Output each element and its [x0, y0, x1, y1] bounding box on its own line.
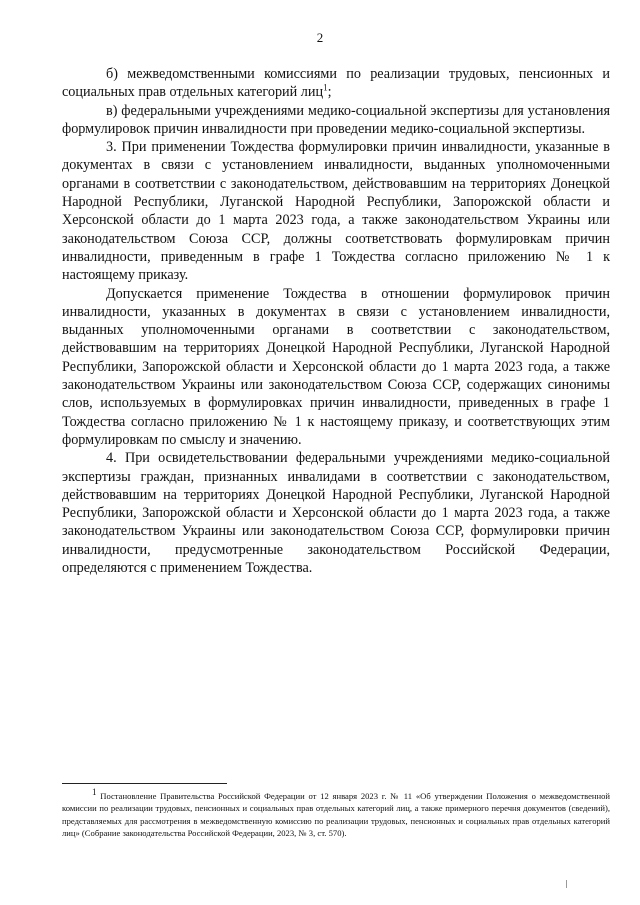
paragraph-4: 4. При освидетельствовании федеральными учреждениями медико-социальной экспертизы граждан, признанных инвалидами в соответствии с законодательством, действовавшим на территориях Донецкой Народной Республики, Луганской Народной Республики, Запорожской области и Херсонской области до 1 марта 2023 года, а также законодательством Украины или законодательством Союза ССР, формулировки причин инвалидности, предусмотренные законодательством Российской Федерации, определяются с применением Тождества. [62, 450, 610, 577]
document-body [62, 65, 610, 577]
footnote-reference[interactable]: 1 [323, 82, 328, 93]
paragraph-3-continued: Допускается применение Тождества в отношении формулировок причин инвалидности, указанных в документах в связи с установлением инвалидности, выданных уполномоченными органами в соответствии с законодательством, действовавшим на территориях Донецкой Народной Республики, Луганской Народной Республики, Запорожской области и Херсонской области до 1 марта 2023 года, а также законодательством Украины или законодательством Союза ССР, содержащих синонимы слов, используемых в формулировках причин инвалидности, приведенных в графе 1 Тождества согласно приложению № 1 к настоящему приказу, и соответствующих этим формулировкам по смыслу и значению. [62, 285, 610, 448]
paragraph-b [62, 65, 610, 102]
footnote-text: Постановление Правительства Российской Федерации от 12 января 2023 г. № 11 «Об утверждении Положения о межведомственной комиссии по реализации трудовых, пенсионных и социальных прав отдельных категорий лиц, а также примерного перечня документов (сведений), представляемых для рассмотрения в межведомственную комиссию по реализации трудовых, пенсионных и социальных прав отдельных категорий лиц» (Собрание законодательства Российской Федерации, 2023, № 3, ст. 570). [62, 791, 610, 838]
scan-mark [566, 880, 567, 888]
footnote-divider [62, 783, 227, 784]
paragraph-v: в) федеральными учреждениями медико-социальной экспертизы для установления формулировок причин инвалидности при проведении медико-социальной экспертизы. [62, 102, 610, 137]
page-number: 2 [316, 30, 324, 45]
footnote-marker: 1 [92, 787, 97, 798]
footnote [62, 787, 610, 839]
paragraph-b-end: ; [327, 84, 332, 101]
paragraph-b-text: б) межведомственными комиссиями по реализации трудовых, пенсионных и социальных прав отдельных категорий лиц [62, 66, 610, 101]
paragraph-3: 3. При применении Тождества формулировки причин инвалидности, указанные в документах в связи с установлением инвалидности, выданных уполномоченными органами в соответствии с законодательством, действовавшим на территориях Донецкой Народной Республики, Луганской Народной Республики, Запорожской области и Херсонской области до 1 марта 2023 года, а также законодательством Украины или законодательством Союза ССР, должны соответствовать формулировкам причин инвалидности, приведенным в графе 1 Тождества согласно приложению № 1 к настоящему приказу. [62, 139, 610, 284]
